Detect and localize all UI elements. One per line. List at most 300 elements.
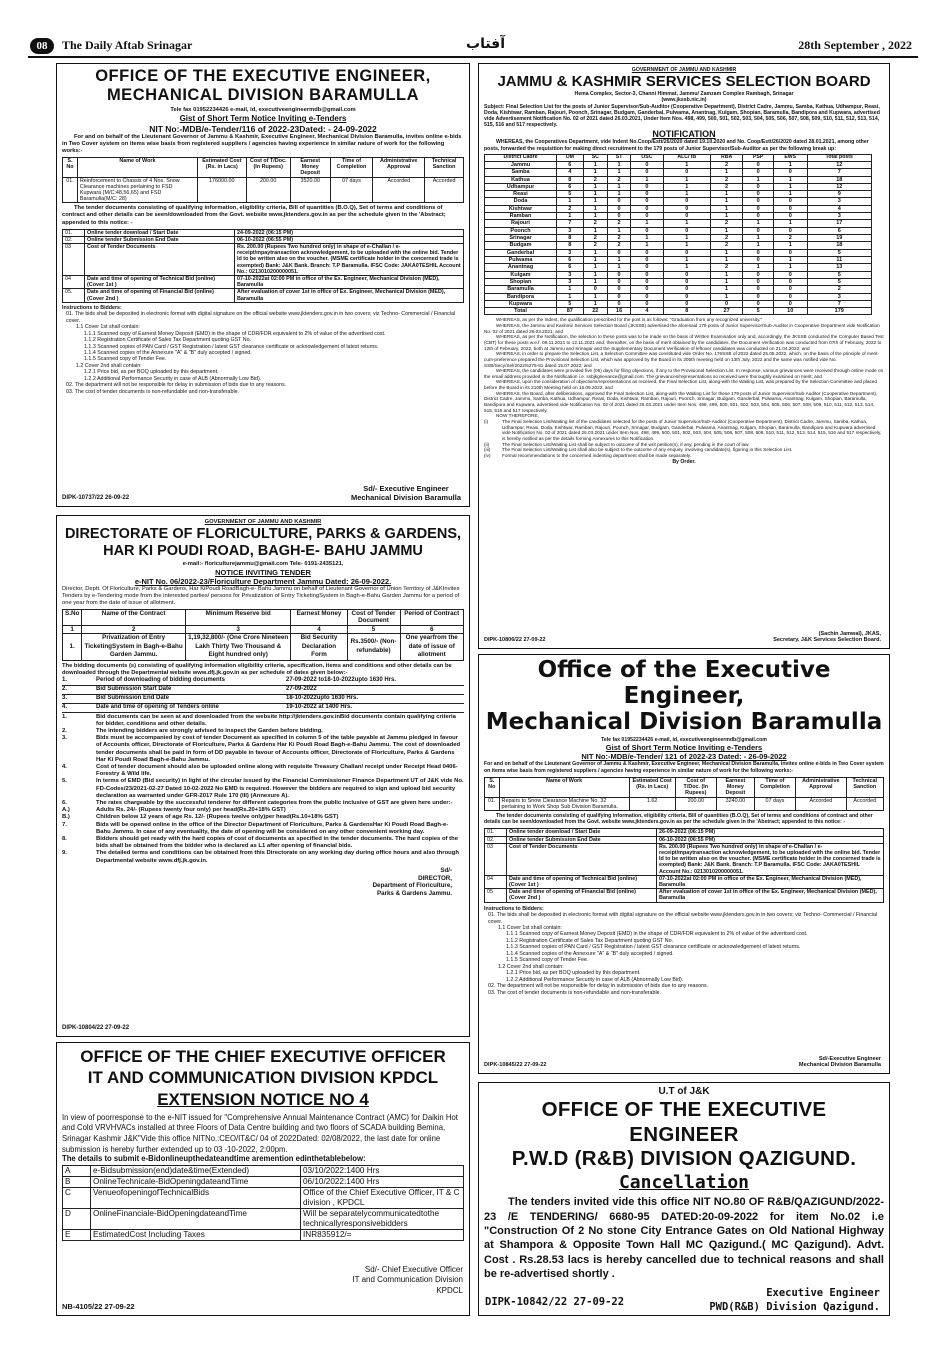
signature-line: Department of Floriculture, xyxy=(372,882,452,890)
notice-title-line: P.W.D (R&B) DIVISION QAZIGUND. xyxy=(511,1147,857,1171)
notification-heading: NOTIFICATION xyxy=(652,128,716,139)
notice-footer xyxy=(62,1302,135,1311)
table-cell: 0 xyxy=(607,293,630,300)
table-row xyxy=(485,191,872,198)
table-cell: 0 xyxy=(773,213,807,220)
table-cell: 1 xyxy=(710,256,742,263)
term-cell: 7. xyxy=(62,821,67,828)
instruction-item: 02. The department will not be responsible for delay in submission of bids due to any reasons. xyxy=(66,382,287,389)
table-cell: Repairs to Snow Clearance Machine No. 32 pertaining to Work Shop Sub Division Baramulla. xyxy=(499,797,629,810)
table-cell: 0 xyxy=(631,198,663,205)
table-cell: 0 xyxy=(631,271,663,278)
table-header-cell: PSP xyxy=(743,154,774,161)
criteria-paragraph: The tender documents consisting of qualifying information, eligibility criteria, Bill of quantities (B.O.Q), Set of terms and conditions of contract and other details can be seen/downloaded from the Govt. website www.jktenders.gov.in as per the schedule given in the 'Abstract; appended to this notice: - xyxy=(62,205,446,226)
table-cell: 06-10-2022 (06:55 PM) xyxy=(657,836,884,843)
term-cell: 4. xyxy=(62,763,67,770)
table-cell: 6 xyxy=(400,625,464,633)
term-item xyxy=(62,714,464,728)
schedule-table xyxy=(62,229,464,303)
notice-title xyxy=(484,1098,884,1172)
table-row xyxy=(63,1188,464,1209)
table-cell: 200.00 xyxy=(246,177,290,203)
table-row xyxy=(485,242,872,249)
table-cell: 8 xyxy=(557,242,584,249)
order-cell: (iii) xyxy=(484,447,491,453)
table-cell: 0 xyxy=(743,286,774,293)
table-cell: 1 xyxy=(710,271,742,278)
table-cell: 1 xyxy=(773,220,807,227)
table-cell: Rs. 200.00 (Rupees Two hundred only) in shape of e-Challan / e-receipt/mpaytransaction acknowledgement, to be uploaded with the online bid. Tender Id to be written also on the voucher. (MSME certificate holder in the concerned trade is exempted) Bank: J&K Bank. Branch: T.P Baramulla. IFSC Code: JAKA0TESHIL Account No.: 0213010200000051. xyxy=(235,243,464,275)
date-cell: 2. xyxy=(62,686,68,693)
whereas-paragraph: WHEREAS, in order to prepare the Selection List, a Selection Committee was constituted vide Order No. 176SSB of 2022 dated 25.05.2022, which, on the basis of the principle of merit-cum-preference prepared the Provisional Selection List, which was approved by the Board in its 205th meeting held on 13th July, 2022 and the same was notified vide No. SSB/Secy/Sel/2022/5275-81 dated 15.07.2022; and xyxy=(484,351,880,368)
term-item xyxy=(62,822,464,836)
table-cell: 5 xyxy=(807,249,871,256)
table-cell: 3 xyxy=(807,293,871,300)
table-cell: 03 xyxy=(63,243,85,275)
table-cell: Accorded xyxy=(846,797,883,810)
order-cell: The Final Selection List/Waiting list of the candidates selected for the posts of Junior Supervisor/Sub-Auditor (Cooperative Department), District Cadre, Jammu, Samba, Kathua, Udhampur, Reasi, Doda, Kishtwar, Ramban, Rajouri, Poonch, Srinagar, Budgam, Ganderbal, Pulwama, Anantnag, Kulgam, Shopian, Baramulla, Bandipora and Kupwara advertised vide Notification No. 02 of 2021 dated 26.03.2021 under Item Nos. 498, 499, 500, 501, 502, 503, 504, 505, 506, 507, 508, 509, 510, 511, 512, 513, 514, 515, 516 and 517 respectively, is hereby notified as per the details forming Annexures to this Notification. xyxy=(502,418,882,441)
table-row xyxy=(485,300,872,307)
table-header-cell: Administrative Approval xyxy=(373,157,425,177)
table-header-cell: ALC/ IB xyxy=(663,154,710,161)
table-row xyxy=(485,293,872,300)
instruction-item: 1.2 Cover 2nd shall contain: xyxy=(76,362,142,369)
table-cell: 1 xyxy=(583,271,607,278)
table-cell: Will be separatelycommunicatedtothe technicallyresponsivebidders xyxy=(301,1209,464,1230)
table-cell: Ganderbal xyxy=(485,249,557,256)
table-header-cell: S. No xyxy=(63,157,78,177)
table-header-cell: Estimated Cost (Rs. in Lacs) xyxy=(629,777,675,797)
signature-block xyxy=(62,867,464,898)
table-cell: 8 xyxy=(557,176,584,183)
subject-paragraph: Subject: Final Selection List for the posts of Junior Supervisor/Sub-Auditor (Cooperative Department), District Cadre, Jammu, Samba, Kathua, Udhampur, Reasi, Doda, Kishtwar, Ramban, Rajouri, Poonch, Srinagar, Budgam, Ganderbal, Pulwama, Anantnag, Kulgam, Shopian, Baramulla, Bandipora and Kupwara, advertised vide Advertisement Notification No. 02 of 2021 dated 26.03.2021, Under Item Nos. 498, 499, 500, 501, 502, 503, 504, 505, 506, 507, 508, 509, 510, 511, 512, 513, 514, 515, 516 and 517 respectively. xyxy=(484,103,880,129)
signature-line: DIRECTOR, xyxy=(418,874,452,882)
table-row xyxy=(485,220,872,227)
table-cell: 6 xyxy=(557,161,584,168)
table-header-cell: Cost of Tender Document xyxy=(347,610,400,625)
table-cell: 1 xyxy=(607,183,630,190)
table-cell: 5 xyxy=(807,271,871,278)
notice-title xyxy=(62,67,464,105)
signature-line: IT and Communication Division xyxy=(352,1275,463,1285)
table-header-cell: OSC xyxy=(631,154,663,161)
table-header-cell: ST xyxy=(607,154,630,161)
table-header-cell: RBA xyxy=(710,154,742,161)
table-cell: 7 xyxy=(807,169,871,176)
order-cell: (iv) xyxy=(484,452,491,458)
table-row xyxy=(485,161,872,168)
whereas-paragraph: WHEREAS, upon the consideration of objections/representations as received, the Final Selection List, along-with the Waiting List, was prepared by the Selection Committee and placed before the Board in its 210th Meeting held on 16.09.2022; and xyxy=(484,379,878,391)
website-line: (www.jkssb.nic.in) xyxy=(661,97,707,104)
table-cell: 1 xyxy=(773,161,807,168)
dipk-number: DIPK-10804/22 27-09-22 xyxy=(62,1024,130,1031)
table-header-cell: Minimum Reserve bid xyxy=(185,610,291,625)
table-cell: Poonch xyxy=(485,227,557,234)
table-cell: 5 xyxy=(807,278,871,285)
table-cell: 1 xyxy=(710,198,742,205)
table-cell: Doda xyxy=(485,198,557,205)
signature-line: Secretary, J&K Services Selection Board. xyxy=(773,637,881,644)
table-cell: Online tender download / Start Date xyxy=(507,829,657,836)
order-cell: (ii) xyxy=(484,441,490,447)
table-cell: INR835912/= xyxy=(301,1230,464,1241)
table-cell: 2 xyxy=(607,242,630,249)
table-cell: 1 xyxy=(663,191,710,198)
instruction-item: 1.2.1 Price bid, as per BOQ uploaded by this department. xyxy=(84,369,219,376)
table-cell: 1 xyxy=(583,293,607,300)
signature-block xyxy=(799,1056,881,1069)
instruction-item: 1.1.5 Scanned copy of Tender Fee. xyxy=(84,356,167,363)
instruction-item: 1.2.2 Additional Performance Security in case of ALB (Abnormally Low Bid). xyxy=(506,976,684,983)
schedule-row xyxy=(63,229,464,236)
by-order: By Order. xyxy=(672,459,696,466)
table-cell: 0 xyxy=(773,293,807,300)
signature-line: Mechanical Division Baramulla xyxy=(350,493,461,502)
table-cell: 10 xyxy=(773,308,807,315)
table-cell: 0 xyxy=(663,198,710,205)
term-cell: 6. xyxy=(62,799,67,806)
table-cell: 3 xyxy=(557,271,584,278)
table-cell: VenueofopeningofTechnicalBids xyxy=(91,1188,301,1209)
notice-title-line: MECHANICAL DIVISION BARAMULLA xyxy=(106,85,420,104)
newspaper-name: The Daily Aftab Srinagar xyxy=(62,38,193,52)
table-cell: 0 xyxy=(663,278,710,285)
table-cell: 0 xyxy=(607,300,630,307)
order-cell: (i) xyxy=(484,418,489,424)
table-cell: 5 xyxy=(347,625,400,633)
table-cell: 7 xyxy=(557,220,584,227)
date-cell: 27-09-2022 xyxy=(286,686,317,693)
table-cell: 05 xyxy=(485,889,507,902)
table-row xyxy=(485,256,872,263)
table-row xyxy=(485,249,872,256)
order-item xyxy=(484,453,884,459)
table-cell: 1 xyxy=(710,205,742,212)
nit-number: NIT No:-MDB/e-Tender/ 121 of 2022-23 Dated: - 26-09-2022 xyxy=(581,752,787,762)
table-row xyxy=(485,264,872,271)
date-row xyxy=(62,695,464,704)
table-cell: One yearfrom the date of issue of allotment xyxy=(400,633,464,660)
instruction-item: 1.1.5 Scanned copy of Tender Fee. xyxy=(506,957,589,964)
table-cell: 04 xyxy=(63,276,85,289)
table-cell: 2 xyxy=(607,176,630,183)
date-row xyxy=(62,686,464,695)
table-cell: 1 xyxy=(743,235,774,242)
table-cell: Anantnag xyxy=(485,264,557,271)
table-row xyxy=(485,183,872,190)
instruction-item: 03. The cost of tender documents is non-refundable and non-transferable. xyxy=(488,989,662,996)
cancellation-notice-pwd xyxy=(478,1082,890,1316)
date-cell: 27-09-2022 to18-10-2022upto 1630 Hrs. xyxy=(286,677,397,684)
instruction-item: 1.1.2 Registration Certificate of Sales Tax Department quoting GST No. xyxy=(506,937,674,944)
table-cell: 1 xyxy=(607,169,630,176)
table-cell: 0 xyxy=(773,198,807,205)
notice-title-line: DIRECTORATE OF FLORICULTURE, PARKS & GARDENS, xyxy=(64,526,462,543)
table-cell: 1 xyxy=(710,286,742,293)
table-cell: After evaluation of cover 1st in office of Ex. Engineer, Mechanical Division (MED), Baramulla xyxy=(235,289,464,302)
table-cell: D xyxy=(63,1209,91,1230)
table-cell: 0 xyxy=(663,271,710,278)
body-paragraph: In view of poorresponse to the e-NIT issued for "Comprehensive Annual Maintenance Contract (AMC) for Daikin Hot and Cold VRVHVACs installed at three Floors of Data Centre building and two floors of SCADA building Bemina, Srinagar Kashmir J&K"Vide this office NITNo.:CEO/IT&C/ 04 of 2022Dated: 02/08/2022, the last date for online submission is hereby further extended up to 03 -10-2022, 2:00pm. xyxy=(62,1111,458,1154)
table-cell: 1 xyxy=(607,264,630,271)
date-cell: Period of downloading of bidding documents xyxy=(96,677,225,684)
signature-line: Mechanical Division Baramulla xyxy=(798,1062,881,1069)
table-cell: 0 xyxy=(631,161,663,168)
instruction-item: 1.2.1 Price bid, as per BOQ uploaded by this department. xyxy=(506,970,641,977)
table-cell: 11 xyxy=(807,256,871,263)
signature-block xyxy=(773,631,881,644)
government-label: GOVERNMENT OF JAMMU AND KASHMIR xyxy=(631,67,737,73)
instruction-item: 1.1.4 Scanned copies of the Annexure "A" & "B" duly accepted / signed. xyxy=(84,349,252,356)
table-cell: 01. xyxy=(485,829,507,836)
signature-block xyxy=(351,484,461,502)
table-row xyxy=(485,235,872,242)
table-cell: Date and time of opening of Financial Bid (online) (Cover 2nd ) xyxy=(85,289,235,302)
table-cell: 0 xyxy=(743,161,774,168)
table-cell: Budgam xyxy=(485,242,557,249)
table-header-cell: Name of Work xyxy=(499,777,629,797)
table-cell: C xyxy=(63,1188,91,1209)
table-cell: 0 xyxy=(631,278,663,285)
table-cell: Jammu xyxy=(485,161,557,168)
table-cell: 1 xyxy=(583,191,607,198)
date-cell: Bid Submission Start Date xyxy=(96,686,172,693)
table-cell: 1 xyxy=(583,264,607,271)
table-cell: 0 xyxy=(607,278,630,285)
nit-number: e-NIT No. 06/2022-23/Floriculture Department Jammu Dated: 26-09-2022. xyxy=(134,576,392,586)
notice-footer xyxy=(484,1056,881,1069)
term-cell: In terms of EMD (Bid security) in light of the circular issued by the Financial Commissioner Finance Department UT of J&K vide No. FD-Codes/23/2021-02-27 Dated 10-02-2022 No EMD is required. However the bidders are required to sign and upload bid security declaration as warranted under GFR-2017 Rule 170 (III) (Annexure A). xyxy=(96,778,464,799)
table-cell: 0 xyxy=(743,271,774,278)
table-cell: B xyxy=(63,1177,91,1188)
table-cell: 18 xyxy=(807,242,871,249)
term-cell: 2. xyxy=(62,727,67,734)
table-header-cell: S.No xyxy=(63,610,82,625)
table-cell: 1 xyxy=(710,213,742,220)
table-header-cell: Period of Contract xyxy=(400,610,464,625)
table-cell: 1 xyxy=(583,161,607,168)
table-cell: 1 xyxy=(710,278,742,285)
table-cell: 0 xyxy=(743,205,774,212)
cancellation-heading: Cancellation xyxy=(618,1171,750,1193)
table-cell: 1 xyxy=(607,161,630,168)
newspaper-logo: آفتاب xyxy=(466,36,506,52)
date-cell: Date and time of opening of Tenders online xyxy=(96,703,219,710)
table-cell: Kathua xyxy=(485,176,557,183)
table-cell: 176000.00 xyxy=(197,177,246,203)
dates-table xyxy=(62,1165,464,1241)
term-cell: Bid documents can be seen at and downloaded from the website http://jktenders.gov.inBid documents contain qualifying criteria for bidder, conditions and other details. xyxy=(96,713,456,727)
works-table xyxy=(484,777,884,811)
table-cell: 3 xyxy=(185,625,291,633)
dates-list xyxy=(62,677,464,712)
whereas-paragraph: WHEREAS, the Board, after deliberations, approved the Final Selection List, along-with the Waiting List for these 179 posts of Junior Supervisor/Sub-Auditor (Cooperative Department), District Cadre, Jammu, Samba, Kathua, Udhampur, Reasi, Doda, Kishtwar, Ramban, Rajouri, Poonch, Srinagar, Budgam, Ganderbal, Pulwama, Anantnag, Kulgam, Shopian, Baramulla, Bandipora and Kupwara, advertised vide Notification No. 02 of 2021 dated 26.03.2021 under Item Nos. 498, 499, 500, 501, 502, 503, 504, 505, 506, 507, 508, 509, 510, 511, 512, 513, 514, 515, 516 and 517 respectively. xyxy=(484,390,878,413)
term-cell: The rates chargeable by the successful tenderer for different categories from the public inclusive of GST are given here under:- xyxy=(96,799,453,806)
term-cell: 1. xyxy=(62,713,67,720)
table-cell: 1 xyxy=(607,191,630,198)
schedule-row xyxy=(485,829,884,836)
table-cell: 0 xyxy=(743,213,774,220)
table-cell: 2 xyxy=(773,235,807,242)
table-cell: 6 xyxy=(807,227,871,234)
table-cell: Srinagar xyxy=(485,235,557,242)
table-cell: 0 xyxy=(607,198,630,205)
instructions-title: Instructions to Bidders: xyxy=(62,304,122,311)
table-cell: 0 xyxy=(663,213,710,220)
address-line: Hema Complex, Sector-3, Channi Himmat, Jammu/ Zamzam Complex Rambagh, Srinagar xyxy=(574,91,794,98)
instruction-item: 1.1.2 Registration Certificate of Sales Tax Department quoting GST No. xyxy=(84,337,252,344)
term-cell: Children below 12 years of age Rs. 12/- (Rupees twelve only)per head(Rs.10+18% GST) xyxy=(96,814,339,821)
notice-title xyxy=(62,1046,464,1110)
table-cell: OnlineFinanciale-BidOpeningdateandTime xyxy=(91,1209,301,1230)
table-cell: 0 xyxy=(743,227,774,234)
table-cell: 1 xyxy=(663,161,710,168)
table-cell: 1 xyxy=(710,227,742,234)
table-cell: 1 xyxy=(631,242,663,249)
notice-title-line: Mechanical Division Baramulla xyxy=(485,708,883,735)
notification-jkssb xyxy=(478,63,890,649)
table-cell: 2 xyxy=(583,220,607,227)
table-cell: 0 xyxy=(631,256,663,263)
instruction-item: 1.1 Cover 1st shall contain: xyxy=(498,925,562,932)
table-cell: 3 xyxy=(807,213,871,220)
signature-line: Executive Engineer xyxy=(766,1287,880,1300)
table-cell: 0 xyxy=(743,293,774,300)
table-cell: 3240.00 xyxy=(716,797,754,810)
table-cell: 02. xyxy=(485,836,507,843)
table-cell: 1 xyxy=(773,256,807,263)
table-cell: 1 xyxy=(557,213,584,220)
body-paragraph: The tenders invited vide this office NIT NO.80 OF R&B/QAZIGUND/2022-23 /E TENDERING/ 6680-95 DATED:20-09-2022 for item No.02 i.e "Construction Of 2 No stone City Entrance Gates on Old National Highway at Shampora & Opposite Town Hall MC Qazigund.( MC Qazigund). Advt. Cost . Rs.28.53 lacs is hereby cancelled due to technical reasons and shall be re-advertised shortly . xyxy=(484,1196,884,1280)
schedule-row xyxy=(63,243,464,275)
order-cell: Formal recommendations to the concerned indenting department shall be made separately. xyxy=(502,452,692,458)
instruction-item: 1.1.3 Scanned copies of PAN Card / GST Registration / latest GST clearance certificate or acknowledgement of latest returns. xyxy=(506,944,801,951)
table-header-cell: Total posts xyxy=(807,154,871,161)
ut-label: U.T of J&K xyxy=(658,1086,710,1097)
intro-paragraph: Director, Deptt. Of Floriculture, Parks & Gardens, Har KiPoudi RoadBagh-e- Bahu Jammu on behalf of Lieutenant Governor of Union Territory of J&KInvites Tenders by e-Tendering mode from the interested parties/ persons for Privatization of Entry TicketingSystem in Bagh-e-Bahu Garden Jammu for a period of one year from the date of issue of allotment. xyxy=(62,585,460,607)
schedule-row xyxy=(63,236,464,243)
instruction-item: 1.1 Cover 1st shall contain: xyxy=(76,324,140,331)
table-row xyxy=(485,308,872,315)
table-cell: Date and time of opening of Technical Bid (online) (Cover 1st ) xyxy=(507,875,657,888)
schedule-row xyxy=(485,889,884,902)
signature-line: (Sachin Jamwal), JKAS, xyxy=(818,630,881,637)
works-table xyxy=(62,157,464,203)
table-cell: EstimatedCost Including Taxes xyxy=(91,1230,301,1241)
table-cell: 2 xyxy=(710,264,742,271)
intro-paragraph: For and on behalf of the Lieutenant Governor of Jammu & Kashmir, Executive Engineer, Mechanical Division Baramulla, invites online e-bids in Two Cover system on items wise basis from registered suppliers / agencies having experience in similar nature of work for the following works:- xyxy=(62,133,462,154)
table-cell: Kishtwar xyxy=(485,205,557,212)
table-header-cell: Earnest Money Deposit xyxy=(290,157,330,177)
table-cell: 13 xyxy=(807,264,871,271)
date-cell: 1. xyxy=(62,677,68,684)
term-cell: B.) xyxy=(62,814,70,821)
table-cell: 1 xyxy=(710,169,742,176)
table-cell: 0 xyxy=(583,286,607,293)
table-row xyxy=(63,1166,464,1177)
table-cell: E xyxy=(63,1230,91,1241)
table-cell: 16 xyxy=(607,308,630,315)
schedule-row xyxy=(485,843,884,875)
table-cell: 06/10/2022:1400 Hrs xyxy=(301,1177,464,1188)
table-cell: 0 xyxy=(631,249,663,256)
table-header-cell: Time of Completion xyxy=(330,157,373,177)
tender-notice-mechanical-121 xyxy=(478,654,890,1074)
date-cell: 18-10-2022upto 1630 Hrs. xyxy=(286,694,359,701)
signature-block xyxy=(263,1265,463,1296)
table-cell: OnlineTechnicale-BidOpeningdateandTime xyxy=(91,1177,301,1188)
table-cell: 2 xyxy=(710,161,742,168)
table-cell: 1 xyxy=(583,198,607,205)
table-cell: 02. xyxy=(63,236,85,243)
table-cell: 3 xyxy=(557,278,584,285)
term-item xyxy=(62,850,464,864)
table-cell: 1 xyxy=(743,242,774,249)
table-cell: After evaluation of cover 1st in office of the Ex. Engineer, Mechanical Division (MED), Baramulla xyxy=(657,889,884,902)
table-cell: 0 xyxy=(607,271,630,278)
order-cell: The Final Selection List/Waiting List shall also be subject to the outcome of any enquiry, involving candidate(s), figuring in this Selection List. xyxy=(502,447,793,453)
notice-title-line: OFFICE OF THE EXECUTIVE ENGINEER, xyxy=(95,67,431,85)
table-cell: 0 xyxy=(773,227,807,234)
bidding-paragraph: The bidding documents (s) consisting of qualifying information eligibility criteria, specification, items and conditions and other details can be downloaded through the Departmental website www.dfj.jk.gov.in as per schedule of dates given below:- xyxy=(62,663,452,677)
whereas-paragraph: WHEREAS, as per the Notification, the selection to these posts was to be made on the basis of Written Examination only and, accordingly, the JKSSB conducted the Computer Based Test (CBT) for these posts w.e.f. 09.11.2021 to 12.11.2021 and, thereafter, on the basis of merit obtained by the candidates, the Document Verification was conducted from 07th of February, 2022 to 12th of February, 2022, both at Jammu and Srinagar and the Supplementary Document Verification of leftover candidates was conducted on 21.04.2022; and xyxy=(484,334,884,351)
intro-paragraph: For and on behalf of the Lieutenant Governor of Jammu & Kashmir, Executive Engineer, Mechanical Division Baramulla, invites online e-bids in Two Cover system on items wise basis from registered suppliers / agencies having experience in similar nature of work for the following works:- xyxy=(484,761,884,774)
table-cell: 0 xyxy=(773,169,807,176)
table-cell: 0 xyxy=(607,213,630,220)
table-cell: 1 xyxy=(710,293,742,300)
table-cell: 04 xyxy=(485,875,507,888)
table-cell: 1 xyxy=(663,183,710,190)
dipk-number: DIPK-10842/22 27-09-22 xyxy=(485,1296,625,1309)
notice-footer xyxy=(62,484,461,502)
table-row xyxy=(63,1230,464,1241)
dipk-number: NB-4105/22 27-09-22 xyxy=(62,1302,135,1311)
table-cell: Date and time of opening of Technical Bid (online) (Cover 1st ) xyxy=(85,276,235,289)
table-cell: 0 xyxy=(743,300,774,307)
tender-notice-floriculture xyxy=(56,515,470,1037)
table-cell: 0 xyxy=(663,169,710,176)
table-cell: 200.00 xyxy=(675,797,716,810)
instructions xyxy=(62,305,464,395)
table-cell: 1 xyxy=(743,176,774,183)
table-cell: 4 xyxy=(807,205,871,212)
table-cell: 0 xyxy=(743,256,774,263)
table-cell: 1 xyxy=(583,169,607,176)
table-cell: Baramulla xyxy=(485,286,557,293)
tender-notice-mechanical-116 xyxy=(56,63,470,507)
table-cell: 2 xyxy=(557,205,584,212)
date-cell: 4. xyxy=(62,703,68,710)
notice-title-line: Office of the Executive Engineer, xyxy=(537,657,831,709)
table-cell: 07-10-2022at 02:00 PM in office of the Ex. Engineer, Mechanical Division (MED), Baramulla xyxy=(657,875,884,888)
table-cell: Reasi xyxy=(485,191,557,198)
term-item xyxy=(62,814,464,821)
table-cell: 0 xyxy=(631,205,663,212)
table-cell: 19 xyxy=(807,235,871,242)
table-header-cell: SC xyxy=(583,154,607,161)
table-header-cell: Technical Sanction xyxy=(425,157,464,177)
table-cell: 1 xyxy=(663,242,710,249)
table-row xyxy=(485,176,872,183)
date-cell: 19-10-2022 at 1400 Hrs. xyxy=(286,703,353,710)
table-cell: 12 xyxy=(807,183,871,190)
table-cell: 0 xyxy=(743,169,774,176)
signature-line: PWD(R&B) Division Qazigund. xyxy=(709,1300,880,1313)
table-cell: 1 xyxy=(583,249,607,256)
table-cell: 8 xyxy=(557,235,584,242)
table-header-cell: EWS xyxy=(773,154,807,161)
table-header-cell: Name of Work xyxy=(77,157,197,177)
